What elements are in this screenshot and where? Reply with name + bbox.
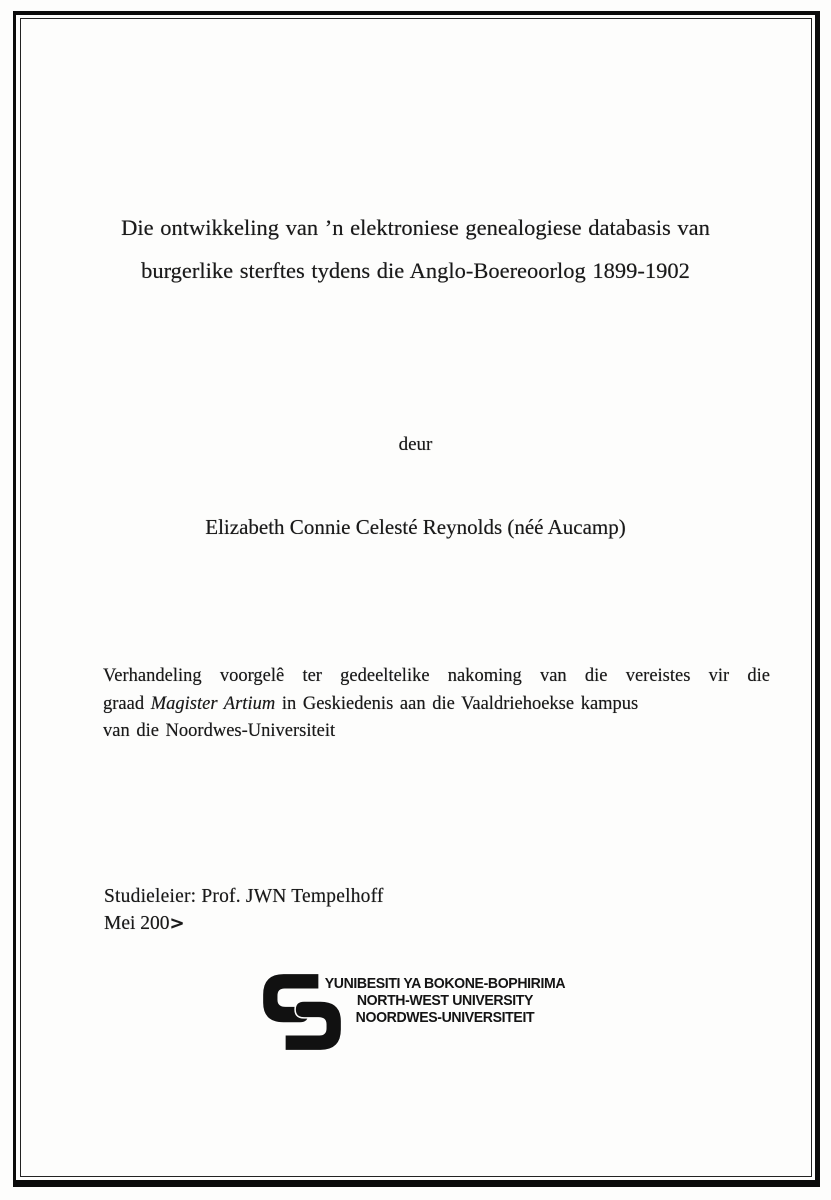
logo-line-english: NORTH-WEST UNIVERSITY: [356, 992, 534, 1009]
date-text: Mei 200: [104, 913, 170, 934]
statement-line-3: van die Noordwes-Universiteit: [103, 721, 336, 741]
statement-line-2: [103, 691, 770, 719]
title-line-2: burgerlike sterftes tydens die Anglo-Boereoorlog 1899-1902: [141, 258, 690, 283]
date-line: [104, 913, 185, 935]
title-line-1: Die ontwikkeling van ’n elektroniese genealogiese databasis van: [121, 215, 710, 240]
degree-statement: [103, 663, 770, 746]
byline-label: deur: [398, 434, 433, 455]
thesis-title: [0, 206, 831, 292]
university-logo: [256, 968, 586, 1060]
logo-line-afrikaans: NOORDWES-UNIVERSITEIT: [355, 1009, 535, 1026]
logo-line-setswana: YUNIBESITI YA BOKONE-BOPHIRIMA: [324, 975, 566, 992]
university-logo-text: [319, 975, 571, 1026]
author-name: Elizabeth Connie Celesté Reynolds (néé Aucamp): [205, 515, 626, 539]
date-seven-glyph: >: [169, 913, 185, 934]
statement-line-2-post: in Geskiedenis aan die Vaaldriehoekse kampus: [275, 693, 639, 714]
statement-degree-name: Magister Artium: [150, 693, 276, 714]
statement-line-2-pre: graad: [103, 693, 151, 714]
statement-line-1: Verhandeling voorgelê ter gedeeltelike nakoming van die vereistes vir die: [103, 666, 770, 686]
supervisor-line: Studieleier: Prof. JWN Tempelhoff: [104, 886, 384, 907]
